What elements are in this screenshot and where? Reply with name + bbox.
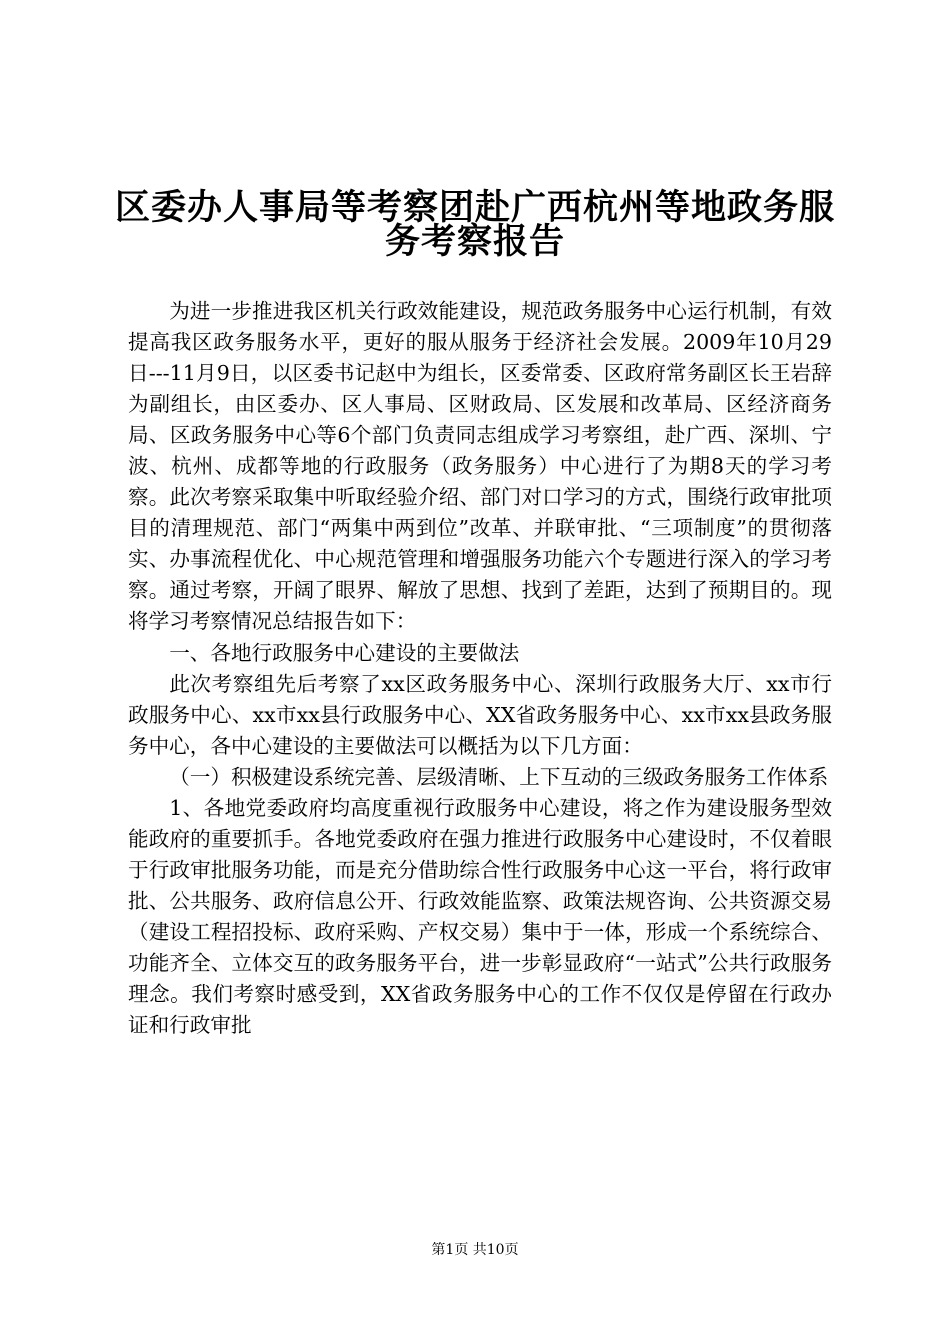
subsection-heading-1: （一）积极建设系统完善、层级清晰、上下互动的三级政务服务工作体系 [169,764,829,789]
page-indicator: 第1页 共10页 [431,1242,519,1258]
section-heading-1: 一、各地行政服务中心建设的主要做法 [169,640,520,665]
paragraph-section-1: 此次考察组先后考察了xx区政务服务中心、深圳行政服务大厅、xx市行政服务中心、xx市xx县行政服务中心、XX省政务服务中心、xx市xx县政务服务中心，各中心建设的主要做法可以概括为以下几方面： [128,671,832,758]
document-body [128,296,832,1041]
paragraph-intro: 为进一步推进我区机关行政效能建设，规范政务服务中心运行机制，有效提高我区政务服务水平，更好的服从服务于经济社会发展。2009年10月29日---11月9日，以区委书记赵中为组长，区委常委、区政府常务副区长王岩辞为副组长，由区委办、区人事局、区财政局、区发展和改革局、区经济商务局、区政务服务中心等6个部门负责同志组成学习考察组，赴广西、深圳、宁波、杭州、成都等地的行政服务（政务服务）中心进行了为期8天的学习考察。此次考察采取集中听取经验介绍、部门对口学习的方式，围绕行政审批项目的清理规范、部门“两集中两到位”改革、并联审批、“三项制度”的贯彻落实、办事流程优化、中心规范管理和增强服务功能六个专题进行深入的学习考察。通过考察，开阔了眼界、解放了思想、找到了差距，达到了预期目的。现将学习考察情况总结报告如下： [128,299,832,634]
document-title-line-2: 务考察报告 [384,222,565,262]
paragraph-point-1: 1、各地党委政府均高度重视行政服务中心建设，将之作为建设服务型效能政府的重要抓手。各地党委政府在强力推进行政服务中心建设时，不仅着眼于行政审批服务功能，而是充分借助综合性行政服务中心这一平台，将行政审批、公共服务、政府信息公开、行政效能监察、政策法规咨询、公共资源交易（建设工程招投标、政府采购、产权交易）集中于一体，形成一个系统综合、功能齐全、立体交互的政务服务平台，进一步彰显政府“一站式”公共行政服务理念。我们考察时感受到，XX省政务服务中心的工作不仅仅是停留在行政办证和行政审批 [128,795,832,1038]
document-title-line-1: 区委办人事局等考察团赴广西杭州等地政务服 [114,188,835,228]
